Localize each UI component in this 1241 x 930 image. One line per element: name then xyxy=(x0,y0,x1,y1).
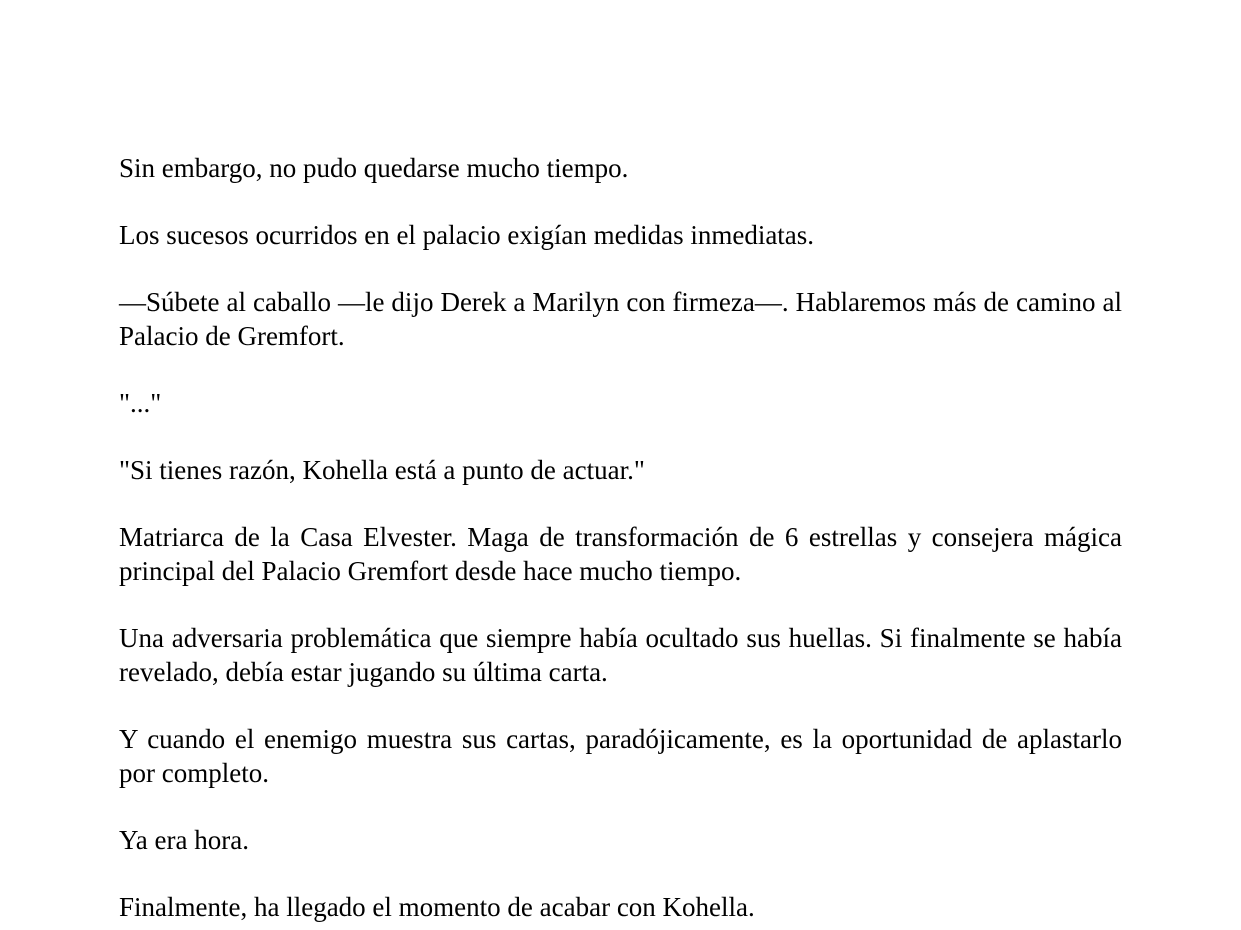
paragraph-3: —Súbete al caballo —le dijo Derek a Marilyn con firmeza—. Hablaremos más de camino al Palacio de Gremfort. xyxy=(119,287,1122,351)
paragraph-6: Matriarca de la Casa Elvester. Maga de transformación de 6 estrellas y consejera mágica principal del Palacio Gremfort desde hace mucho tiempo. xyxy=(119,522,1122,586)
paragraph-7: Una adversaria problemática que siempre había ocultado sus huellas. Si finalmente se había revelado, debía estar jugando su última carta. xyxy=(119,623,1122,687)
paragraph-2: Los sucesos ocurridos en el palacio exigían medidas inmediatas. xyxy=(119,220,815,250)
paragraph-1: Sin embargo, no pudo quedarse mucho tiempo. xyxy=(119,153,629,183)
paragraph-4: "..." xyxy=(119,388,162,418)
document-body xyxy=(119,151,1122,924)
paragraph-10: Finalmente, ha llegado el momento de acabar con Kohella. xyxy=(119,892,755,922)
paragraph-9: Ya era hora. xyxy=(119,825,249,855)
paragraph-5: "Si tienes razón, Kohella está a punto de actuar." xyxy=(119,455,645,485)
paragraph-8: Y cuando el enemigo muestra sus cartas, paradójicamente, es la oportunidad de aplastarlo por completo. xyxy=(119,724,1122,788)
